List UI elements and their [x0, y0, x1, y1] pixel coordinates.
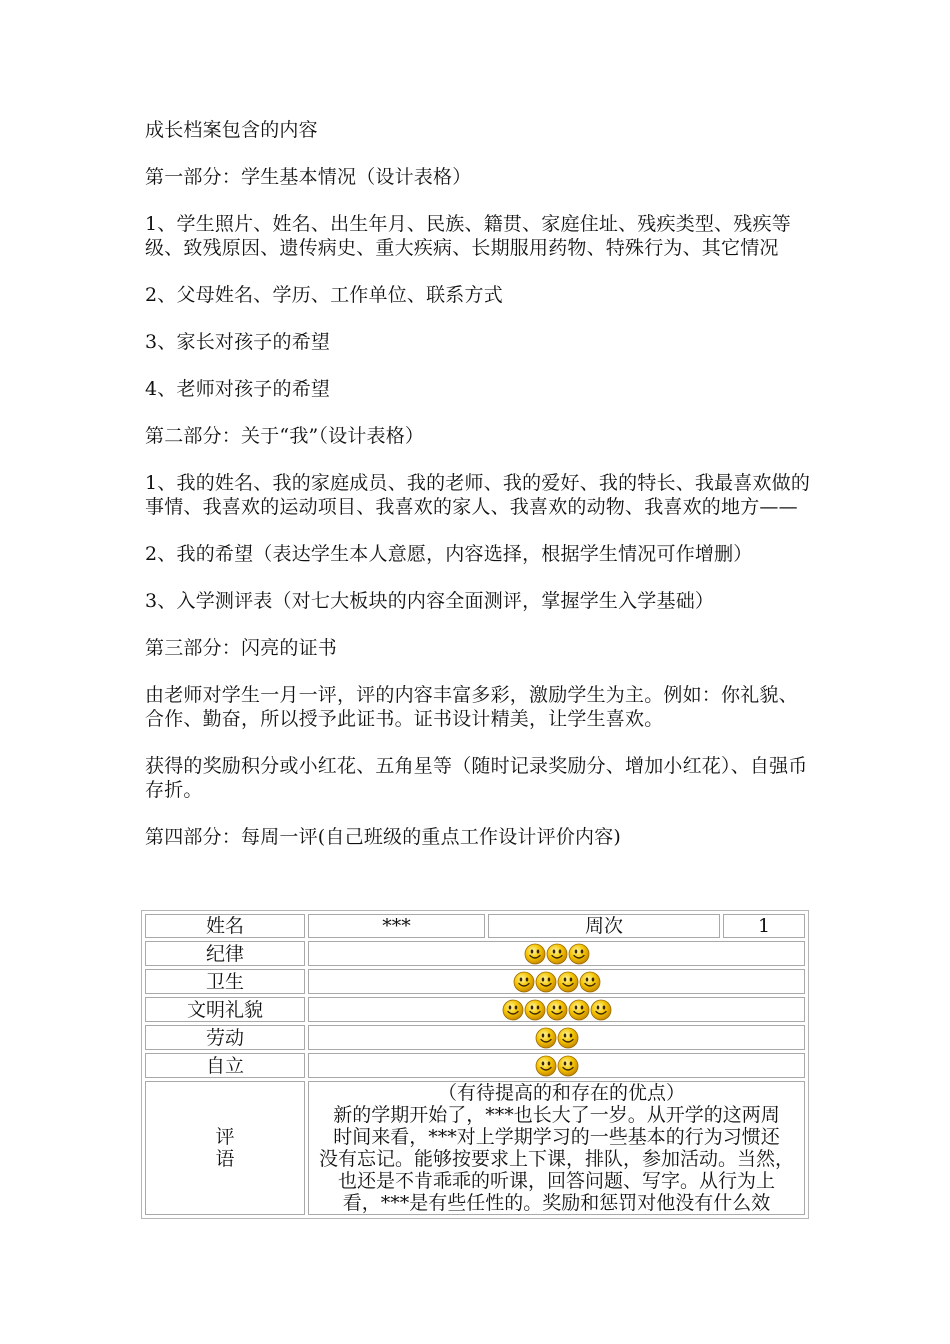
- smiley-face-icon: [535, 1055, 557, 1077]
- row-label: 卫生: [145, 969, 305, 994]
- row-label: 自立: [145, 1053, 305, 1078]
- comment-label-1: 评: [215, 1126, 235, 1148]
- comment-row: [145, 1081, 805, 1215]
- part3-heading: 第三部分：闪亮的证书: [145, 637, 338, 659]
- comment-line: 也还是不肯乖乖的听课，回答问题、写字。从行为上: [337, 1170, 775, 1192]
- smiley-rating: [308, 1053, 805, 1078]
- document-body: [145, 118, 815, 872]
- smiley-rating: [308, 1025, 805, 1050]
- smiley-face-icon: [579, 971, 601, 993]
- document-title: 成长档案包含的内容: [145, 119, 318, 141]
- part1-item-1: 1、学生照片、姓名、出生年月、民族、籍贯、家庭住址、残疾类型、残疾等级、致残原因、遗传病史、重大疾病、长期服用药物、特殊行为、其它情况: [145, 213, 791, 259]
- smiley-face-icon: [557, 1027, 579, 1049]
- table-header-row: [145, 914, 805, 938]
- table-row: [145, 1053, 805, 1078]
- smiley-face-icon: [524, 943, 546, 965]
- comment-text-cell: [308, 1081, 805, 1215]
- smiley-rating: [308, 941, 805, 966]
- comment-label-2: 语: [215, 1148, 235, 1170]
- part2-heading: 第二部分：关于“我”（设计表格）: [145, 425, 425, 447]
- smiley-group: [513, 971, 601, 993]
- smiley-face-icon: [590, 999, 612, 1021]
- table-row: [145, 941, 805, 966]
- part3-item-2: 获得的奖励积分或小红花、五角星等（随时记录奖励分、增加小红花）、自强币存折。: [145, 755, 808, 801]
- part1-item-4: 4、老师对孩子的希望: [145, 378, 331, 400]
- smiley-face-icon: [535, 1027, 557, 1049]
- smiley-face-icon: [513, 971, 535, 993]
- weekly-evaluation-table: [141, 910, 809, 1219]
- row-label: 文明礼貌: [145, 997, 305, 1022]
- comment-label-cell: [145, 1081, 305, 1215]
- table-row: [145, 969, 805, 994]
- smiley-group: [535, 1027, 579, 1049]
- part4-heading: 第四部分：每周一评(自己班级的重点工作设计评价内容): [145, 826, 622, 848]
- comment-line: （有待提高的和存在的优点）: [437, 1082, 685, 1104]
- week-label-cell: 周次: [488, 914, 720, 938]
- name-value-cell: ***: [308, 914, 485, 938]
- smiley-face-icon: [535, 971, 557, 993]
- smiley-face-icon: [524, 999, 546, 1021]
- smiley-face-icon: [557, 1055, 579, 1077]
- smiley-face-icon: [568, 999, 590, 1021]
- table-row: [145, 1025, 805, 1050]
- week-value-cell: 1: [723, 914, 805, 938]
- row-label: 劳动: [145, 1025, 305, 1050]
- smiley-face-icon: [502, 999, 524, 1021]
- part1-item-3: 3、家长对孩子的希望: [145, 331, 331, 353]
- smiley-rating: [308, 997, 805, 1022]
- row-label: 纪律: [145, 941, 305, 966]
- part2-item-3: 3、入学测评表（对七大板块的内容全面测评，掌握学生入学基础）: [145, 590, 715, 612]
- name-label-cell: 姓名: [145, 914, 305, 938]
- smiley-face-icon: [546, 943, 568, 965]
- part3-item-1: 由老师对学生一月一评，评的内容丰富多彩，激励学生为主。例如：你礼貌、合作、勤奋，所以授予此证书。证书设计精美，让学生喜欢。: [145, 684, 798, 730]
- table-row: [145, 997, 805, 1022]
- smiley-group: [524, 943, 590, 965]
- part2-item-1: 1、我的姓名、我的家庭成员、我的老师、我的爱好、我的特长、我最喜欢做的事情、我喜欢的运动项目、我喜欢的家人、我喜欢的动物、我喜欢的地方——: [145, 472, 811, 518]
- smiley-face-icon: [546, 999, 568, 1021]
- part2-item-2: 2、我的希望（表达学生本人意愿，内容选择，根据学生情况可作增删）: [145, 543, 753, 565]
- smiley-face-icon: [557, 971, 579, 993]
- smiley-group: [502, 999, 612, 1021]
- smiley-face-icon: [568, 943, 590, 965]
- smiley-group: [535, 1055, 579, 1077]
- comment-line: 没有忘记。能够按要求上下课，排队，参加活动。当然，: [318, 1148, 794, 1170]
- part1-heading: 第一部分：学生基本情况（设计表格）: [145, 166, 472, 188]
- comment-line: 时间来看，***对上学期学习的一些基本的行为习惯还: [333, 1126, 780, 1148]
- comment-line: 看，***是有些任性的。奖励和惩罚对他没有什么效: [342, 1192, 771, 1214]
- comment-line: 新的学期开始了，***也长大了一岁。从开学的这两周: [333, 1104, 780, 1126]
- smiley-rating: [308, 969, 805, 994]
- part1-item-2: 2、父母姓名、学历、工作单位、联系方式: [145, 284, 503, 306]
